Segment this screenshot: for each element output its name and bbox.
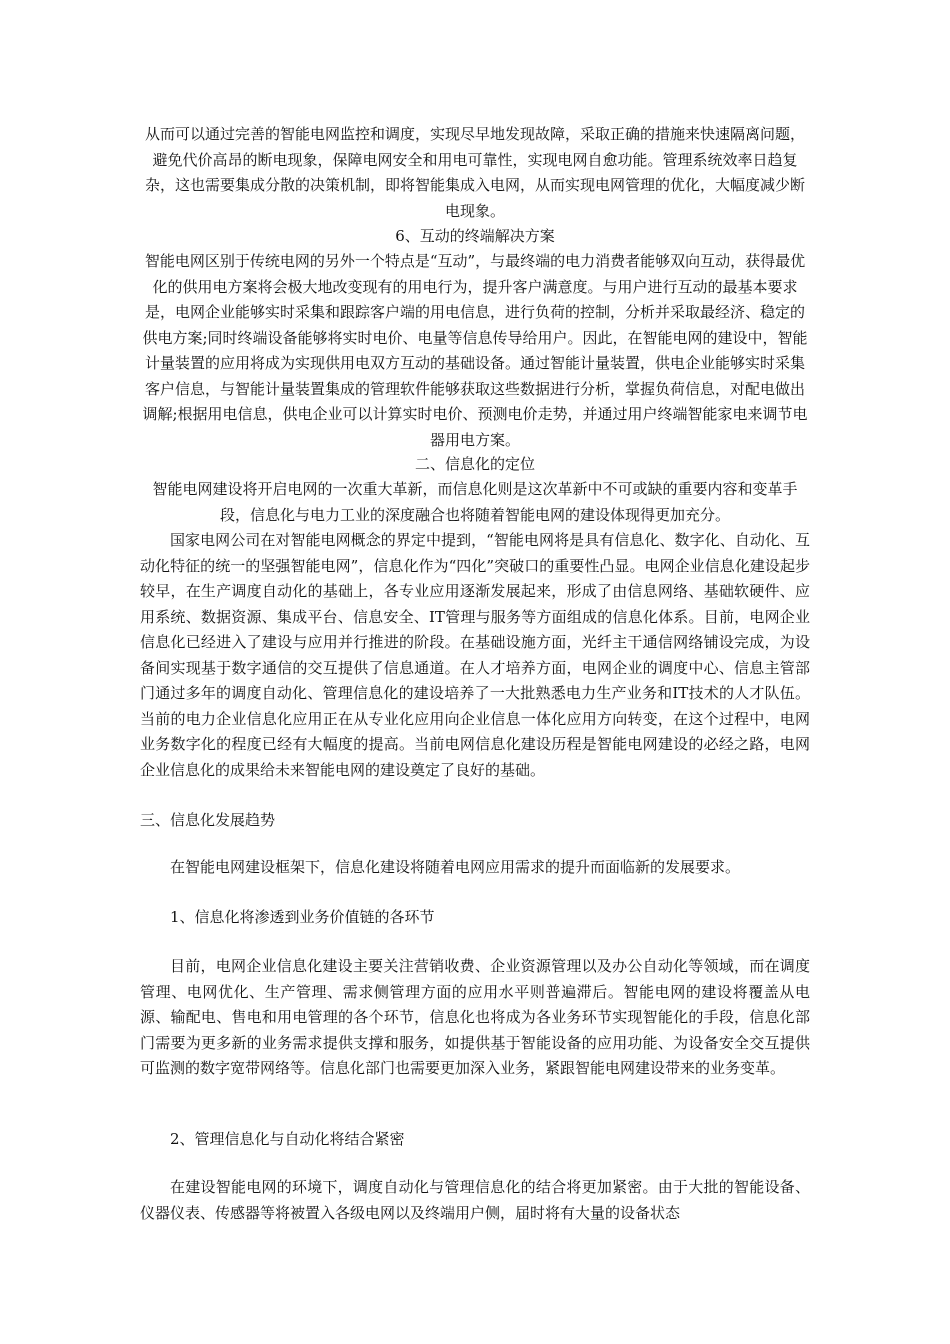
paragraph-grid-revolution: 智能电网建设将开启电网的一次重大革新，而信息化则是这次革新中不可或缺的重要内容和变革手段，信息化与电力工业的深度融合也将随着智能电网的建设体现得更加充分。: [152, 480, 798, 524]
heading-management-automation: 2、管理信息化与自动化将结合紧密: [170, 1130, 405, 1148]
heading-value-chain: 1、信息化将渗透到业务价值链的各环节: [170, 908, 435, 926]
paragraph-value-chain: 目前，电网企业信息化建设主要关注营销收费、企业资源管理以及办公自动化等领域，而在调度管理、电网优化、生产管理、需求侧管理方面的应用水平则普遍滞后。智能电网的建设将覆盖从电源、输配电、售电和用电管理的各个环节，信息化也将成为各业务环节实现智能化的手段，信息化部门需要为更多新的业务需求提供支撑和服务，如提供基于智能设备的应用功能、为设备安全交互提供可监测的数字宽带网络等。信息化部门也需要更加深入业务，紧跟智能电网建设带来的业务变革。: [140, 957, 810, 1077]
paragraph-management-automation: 在建设智能电网的环境下，调度自动化与管理信息化的结合将更加紧密。由于大批的智能设备、仪器仪表、传感器等将被置入各级电网以及终端用户侧，届时将有大量的设备状态: [140, 1178, 810, 1222]
paragraph-interactive-terminal: 智能电网区别于传统电网的另外一个特点是“互动”，与最终端的电力消费者能够双向互动，获得最优化的供用电方案将会极大地改变现有的用电行为，提升客户满意度。与用户进行互动的最基本要求是，电网企业能够实时采集和跟踪客户端的用电信息，进行负荷的控制，分析并采取最经济、稳定的供电方案;同时终端设备能够将实时电价、电量等信息传导给用户。因此，在智能电网的建设中，智能计量装置的应用将成为实现供用电双方互动的基础设备。通过智能计量装置，供电企业能够实时采集客户信息，与智能计量装置集成的管理软件能够获取这些数据进行分析，掌握负荷信息，对配电做出调解;根据用电信息，供电企业可以计算实时电价、预测电价走势，并通过用户终端智能家电来调节电器用电方案。: [142, 252, 808, 449]
paragraph-state-grid-definition: [140, 528, 810, 783]
paragraph-state-grid-text: 国家电网公司在对智能电网概念的界定中提到，“智能电网将是具有信息化、数字化、自动化、互动化特征的统一的坚强智能电网”，信息化作为“四化”突破口的重要性凸显。电网企业信息化建设起步较早，在生产调度自动化的基础上，各专业应用逐渐发展起来，形成了由信息网络、基础软硬件、应用系统、数据资源、集成平台、信息安全、IT管理与服务等方面组成的信息化体系。目前，电网企业信息化已经进入了建设与应用并行推进的阶段。在基础设施方面，光纤主干通信网络铺设完成，为设备间实现基于数字通信的交互提供了信息通道。在人才培养方面，电网企业的调度中心、信息主管部门通过多年的调度自动化、管理信息化的建设培养了一大批熟悉电力生产业务和IT技术的人才队伍。当前的电力企业信息化应用正在从专业化应用向企业信息一体化应用方向转变，在这个过程中，电网业务数字化的程度已经有大幅度的提高。当前电网信息化建设历程是智能电网建设的必经之路，电网企业信息化的成果给未来智能电网的建设奠定了良好的基础。: [140, 531, 810, 779]
paragraph-new-requirements: 在智能电网建设框架下，信息化建设将随着电网应用需求的提升而面临新的发展要求。: [170, 858, 741, 876]
heading-interactive-terminal: 6、互动的终端解决方案: [395, 227, 555, 245]
paragraph-self-healing: 从而可以通过完善的智能电网监控和调度，实现尽早地发现故障，采取正确的措施来快速隔离问题，避免代价高昂的断电现象，保障电网安全和用电可靠性，实现电网自愈功能。管理系统效率日趋复杂，这也需要集成分散的决策机制，即将智能集成入电网，从而实现电网管理的优化，大幅度减少断电现象。: [144, 125, 805, 220]
heading-informatization-positioning: 二、信息化的定位: [414, 455, 535, 473]
heading-development-trend: 三、信息化发展趋势: [140, 811, 276, 829]
